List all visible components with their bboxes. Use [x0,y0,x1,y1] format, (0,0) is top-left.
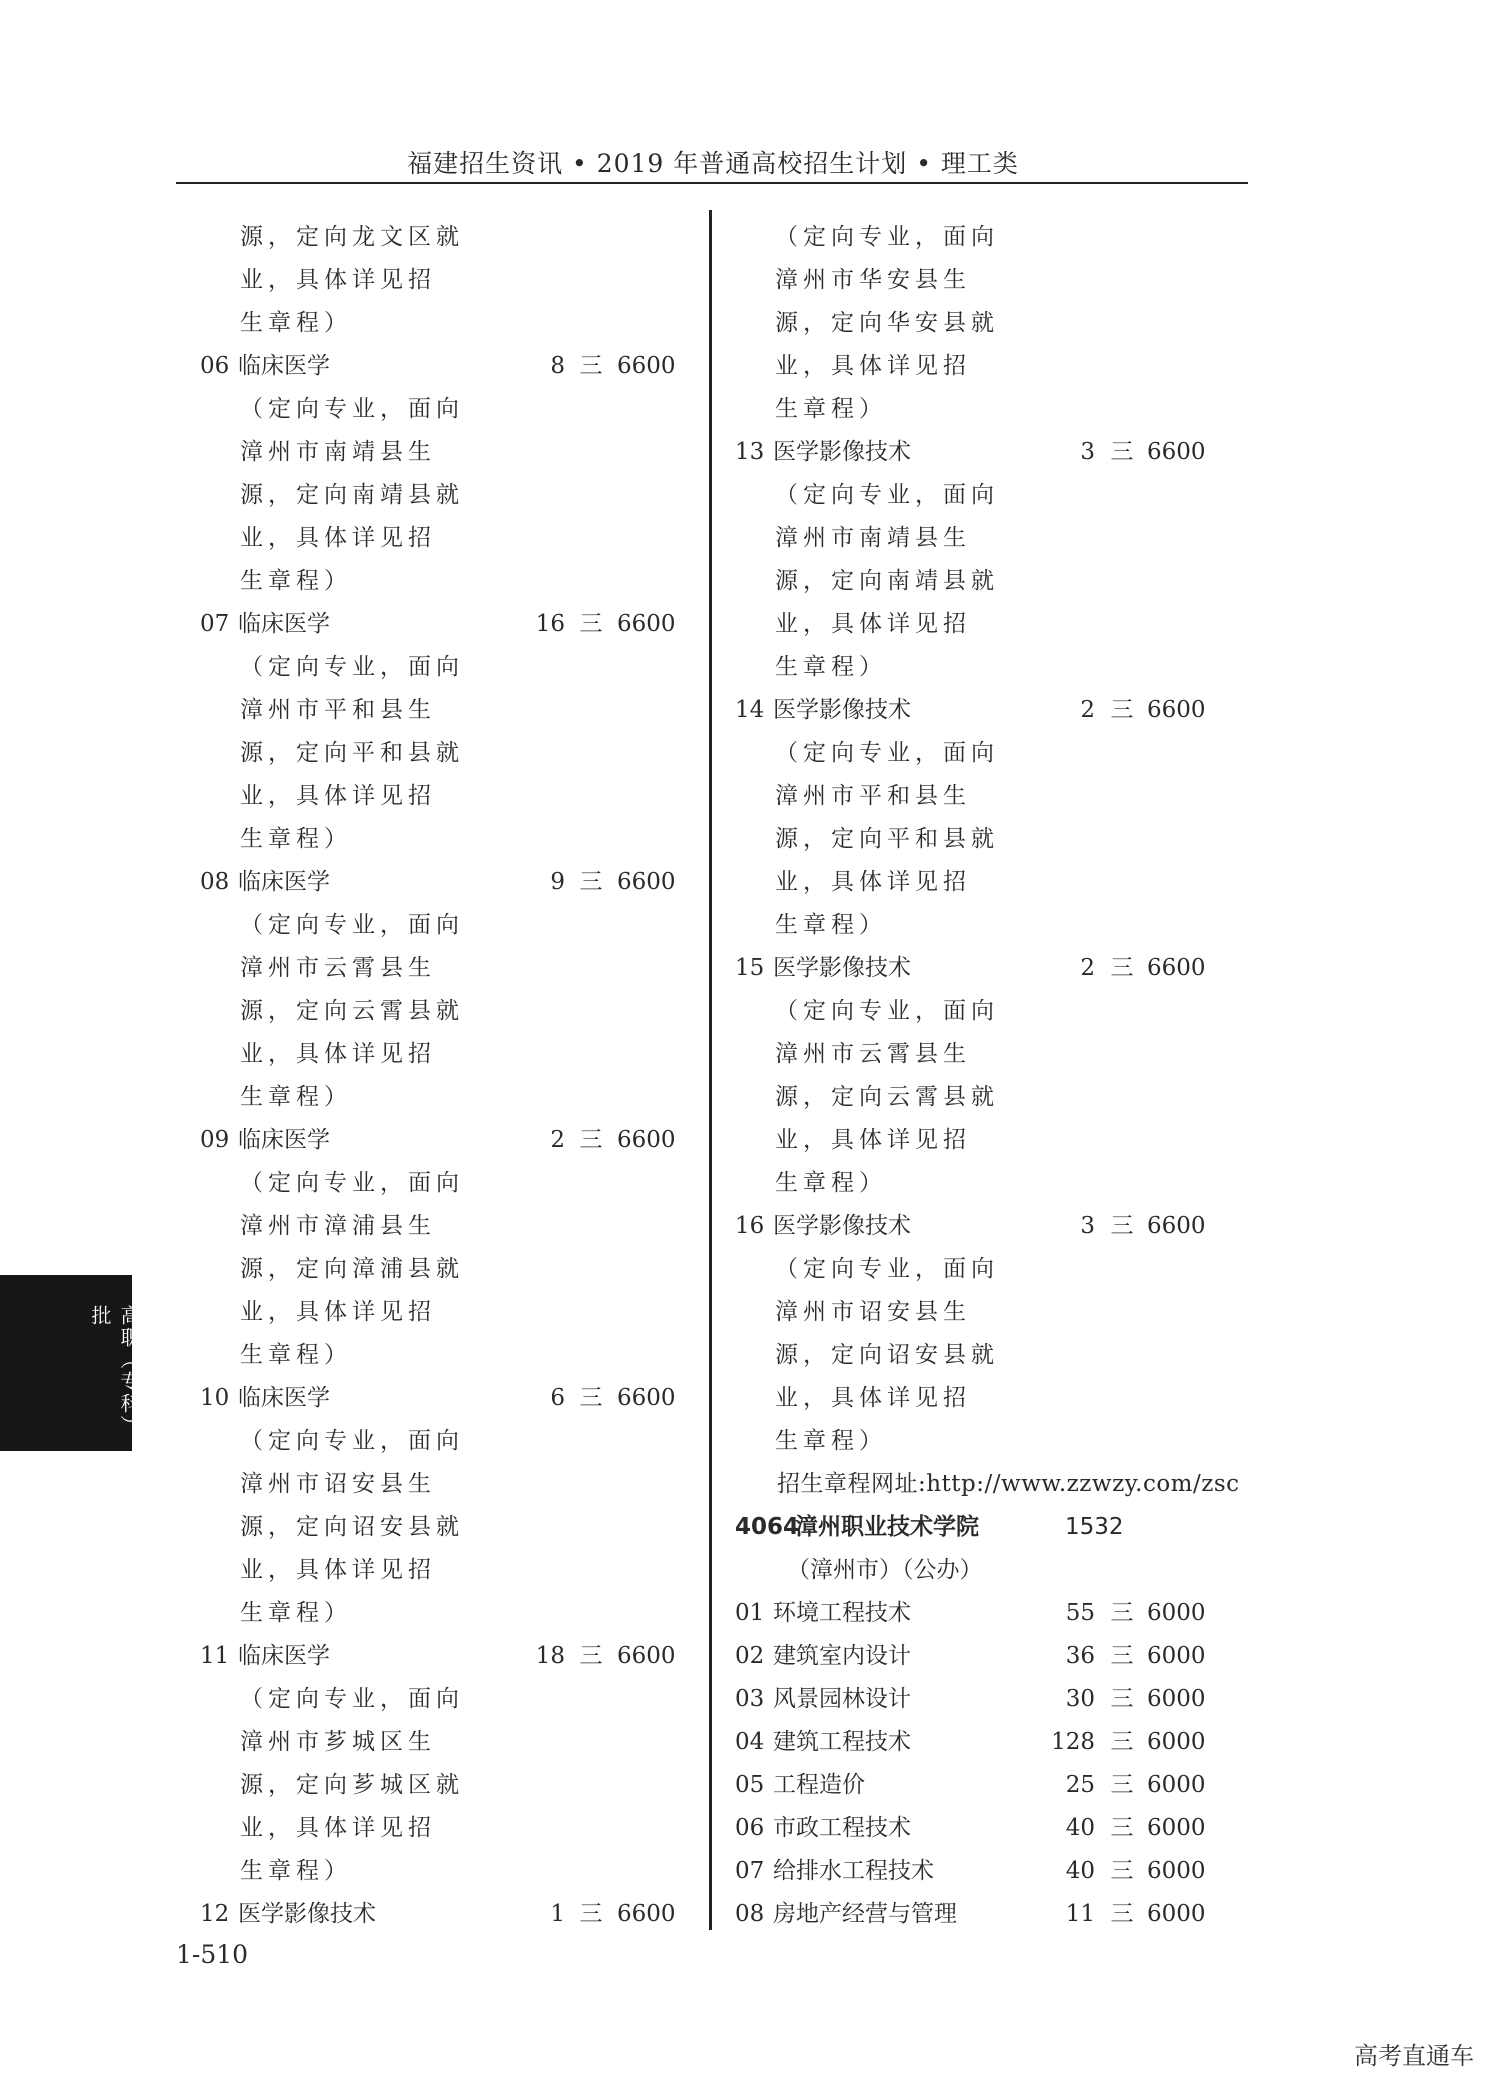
program-note-line: 源，定向诏安县就 [240,1514,464,1540]
school-location: （漳州市）（公办） [787,1557,983,1583]
program-code: 16 [735,1213,765,1239]
program-note-line: 生章程） [240,1858,352,1884]
program-note-line: 漳州市南靖县生 [240,439,436,465]
plan-count: 9 [550,869,565,895]
program-row [200,603,680,646]
school-plan-total: 1532 [1065,1514,1124,1540]
program-note-line: 漳州市平和县生 [240,697,436,723]
plan-count: 3 [1080,1213,1095,1239]
program-note-line: 漳州市诏安县生 [775,1299,971,1325]
program-name: 临床医学 [238,1385,330,1411]
program-note-line: 源，定向平和县就 [240,740,464,766]
program-note-line: 源，定向诏安县就 [775,1342,999,1368]
program-code: 01 [735,1600,765,1626]
program-note-line: 生章程） [240,310,352,336]
page-number: 1-510 [176,1940,249,1969]
study-years: 三 [579,869,603,895]
plan-count: 3 [1080,439,1095,465]
program-note-line: （定向专业，面向 [240,654,464,680]
program-row [735,431,1255,474]
school-code: 4064 [735,1514,800,1540]
study-years: 三 [1110,1858,1134,1884]
plan-count: 128 [1051,1729,1095,1755]
study-years: 三 [1110,1686,1134,1712]
program-name: 医学影像技术 [773,439,911,465]
plan-count: 36 [1065,1643,1095,1669]
tuition-fee: 6000 [1147,1729,1206,1755]
program-note-line: （定向专业，面向 [775,482,999,508]
tuition-fee: 6600 [1147,955,1206,981]
right-column [735,216,1255,1936]
program-note-line: 漳州市诏安县生 [240,1471,436,1497]
tuition-fee: 6000 [1147,1772,1206,1798]
plan-count: 2 [1080,955,1095,981]
program-note-line: 生章程） [775,1428,887,1454]
page-header: 福建招生资讯 • 2019 年普通高校招生计划 • 理工类 [407,149,1019,178]
program-note-line: 漳州市芗城区生 [240,1729,436,1755]
study-years: 三 [1110,1772,1134,1798]
program-note-line: （定向专业，面向 [240,1170,464,1196]
program-note-line: （定向专业，面向 [775,998,999,1024]
program-row [200,1635,680,1678]
program-row [735,1721,1255,1764]
tuition-fee: 6600 [617,353,676,379]
program-code: 08 [735,1901,765,1927]
study-years: 三 [579,1127,603,1153]
study-years: 三 [579,353,603,379]
tuition-fee: 6600 [1147,439,1206,465]
program-row [735,1850,1255,1893]
study-years: 三 [579,1643,603,1669]
program-note-line: 生章程） [775,912,887,938]
plan-count: 2 [1080,697,1095,723]
program-note-line: 漳州市云霄县生 [775,1041,971,1067]
program-row [200,1119,680,1162]
tuition-fee: 6000 [1147,1686,1206,1712]
program-name: 建筑工程技术 [773,1729,911,1755]
program-note-line: 业，具体详见招 [775,1127,971,1153]
plan-count: 25 [1065,1772,1095,1798]
program-name: 风景园林设计 [773,1686,911,1712]
program-note-line: （定向专业，面向 [775,740,999,766]
program-note-line: 源，定向龙文区就 [240,224,464,250]
program-name: 给排水工程技术 [773,1858,934,1884]
program-note-line: （定向专业，面向 [775,224,999,250]
program-row [735,1678,1255,1721]
program-row [735,1205,1255,1248]
program-code: 06 [735,1815,765,1841]
program-note-line: 业，具体详见招 [775,1385,971,1411]
study-years: 三 [1110,1213,1134,1239]
tuition-fee: 6600 [617,1643,676,1669]
program-code: 09 [200,1127,230,1153]
program-code: 10 [200,1385,230,1411]
study-years: 三 [579,611,603,637]
plan-count: 40 [1065,1858,1095,1884]
program-code: 07 [735,1858,765,1884]
program-code: 07 [200,611,230,637]
program-row [200,1377,680,1420]
column-divider [709,210,712,1930]
program-code: 08 [200,869,230,895]
program-row [735,689,1255,732]
program-note-line: （定向专业，面向 [240,912,464,938]
program-row [735,947,1255,990]
plan-count: 11 [1065,1901,1095,1927]
program-note-line: 漳州市云霄县生 [240,955,436,981]
program-row [200,861,680,904]
header-rule [176,182,1248,184]
plan-count: 40 [1065,1815,1095,1841]
program-note-line: 漳州市漳浦县生 [240,1213,436,1239]
program-name: 市政工程技术 [773,1815,911,1841]
program-note-line: （定向专业，面向 [775,1256,999,1282]
program-note-line: 业，具体详见招 [775,869,971,895]
program-name: 临床医学 [238,611,330,637]
program-note-line: 生章程） [775,654,887,680]
study-years: 三 [579,1385,603,1411]
program-code: 02 [735,1643,765,1669]
program-code: 04 [735,1729,765,1755]
program-note-line: 漳州市华安县生 [775,267,971,293]
program-note-line: 生章程） [240,568,352,594]
tuition-fee: 6000 [1147,1858,1206,1884]
study-years: 三 [1110,1643,1134,1669]
program-row [200,345,680,388]
program-note-line: 生章程） [240,826,352,852]
tuition-fee: 6000 [1147,1600,1206,1626]
program-code: 05 [735,1772,765,1798]
program-note-line: 业，具体详见招 [775,353,971,379]
program-name: 医学影像技术 [773,1213,911,1239]
program-note-line: 业，具体详见招 [240,1815,436,1841]
plan-count: 55 [1065,1600,1095,1626]
program-name: 工程造价 [773,1772,865,1798]
program-name: 医学影像技术 [773,697,911,723]
admission-url: 招生章程网址:http://www.zzwzy.com/zsc [777,1471,1240,1497]
program-note-line: 业，具体详见招 [240,783,436,809]
program-note-line: 源，定向漳浦县就 [240,1256,464,1282]
program-note-line: 源，定向南靖县就 [775,568,999,594]
plan-count: 16 [535,611,565,637]
program-note-line: 源，定向芗城区就 [240,1772,464,1798]
program-note-line: 源，定向平和县就 [775,826,999,852]
study-years: 三 [1110,955,1134,981]
program-note-line: 源，定向云霄县就 [775,1084,999,1110]
program-code: 12 [200,1901,230,1927]
program-code: 13 [735,439,765,465]
tuition-fee: 6600 [1147,697,1206,723]
plan-count: 6 [550,1385,565,1411]
program-note-line: （定向专业，面向 [240,1428,464,1454]
tuition-fee: 6600 [617,1901,676,1927]
program-note-line: 业，具体详见招 [240,525,436,551]
program-row [735,1592,1255,1635]
tuition-fee: 6000 [1147,1643,1206,1669]
program-code: 11 [200,1643,230,1669]
program-row [735,1893,1255,1936]
tuition-fee: 6600 [1147,1213,1206,1239]
program-note-line: 业，具体详见招 [240,1041,436,1067]
program-name: 环境工程技术 [773,1600,911,1626]
program-name: 临床医学 [238,869,330,895]
program-name: 临床医学 [238,1127,330,1153]
school-name: 漳州职业技术学院 [795,1514,979,1540]
program-code: 03 [735,1686,765,1712]
program-name: 临床医学 [238,1643,330,1669]
tuition-fee: 6600 [617,1385,676,1411]
plan-count: 1 [550,1901,565,1927]
program-note-line: 生章程） [775,1170,887,1196]
program-name: 医学影像技术 [238,1901,376,1927]
study-years: 三 [1110,1729,1134,1755]
program-note-line: 漳州市平和县生 [775,783,971,809]
program-name: 临床医学 [238,353,330,379]
program-code: 14 [735,697,765,723]
program-note-line: （定向专业，面向 [240,1686,464,1712]
tuition-fee: 6000 [1147,1815,1206,1841]
program-note-line: 源，定向云霄县就 [240,998,464,1024]
program-code: 15 [735,955,765,981]
program-note-line: 源，定向华安县就 [775,310,999,336]
program-note-line: 生章程） [240,1600,352,1626]
program-note-line: 业，具体详见招 [775,611,971,637]
left-column [200,216,680,1936]
plan-count: 2 [550,1127,565,1153]
side-tab-label: 高职（专科）批 [88,1305,141,1437]
study-years: 三 [1110,1815,1134,1841]
program-note-line: 生章程） [240,1084,352,1110]
study-years: 三 [1110,1901,1134,1927]
study-years: 三 [1110,697,1134,723]
program-note-line: 生章程） [240,1342,352,1368]
tuition-fee: 6600 [617,611,676,637]
program-note-line: 业，具体详见招 [240,267,436,293]
program-row [735,1635,1255,1678]
program-row [735,1764,1255,1807]
section-side-tab [0,1275,141,1451]
program-row [735,1807,1255,1850]
plan-count: 8 [550,353,565,379]
school-row [735,1506,1255,1549]
watermark: 高考直通车 [1354,2042,1474,2070]
program-name: 建筑室内设计 [773,1643,911,1669]
program-row [200,1893,680,1936]
program-note-line: 业，具体详见招 [240,1299,436,1325]
study-years: 三 [579,1901,603,1927]
study-years: 三 [1110,439,1134,465]
plan-count: 30 [1065,1686,1095,1712]
program-note-line: 源，定向南靖县就 [240,482,464,508]
program-note-line: （定向专业，面向 [240,396,464,422]
program-code: 06 [200,353,230,379]
tuition-fee: 6600 [617,1127,676,1153]
program-name: 房地产经营与管理 [773,1901,957,1927]
program-note-line: 生章程） [775,396,887,422]
program-name: 医学影像技术 [773,955,911,981]
plan-count: 18 [535,1643,565,1669]
study-years: 三 [1110,1600,1134,1626]
tuition-fee: 6000 [1147,1901,1206,1927]
program-note-line: 业，具体详见招 [240,1557,436,1583]
tuition-fee: 6600 [617,869,676,895]
program-note-line: 漳州市南靖县生 [775,525,971,551]
